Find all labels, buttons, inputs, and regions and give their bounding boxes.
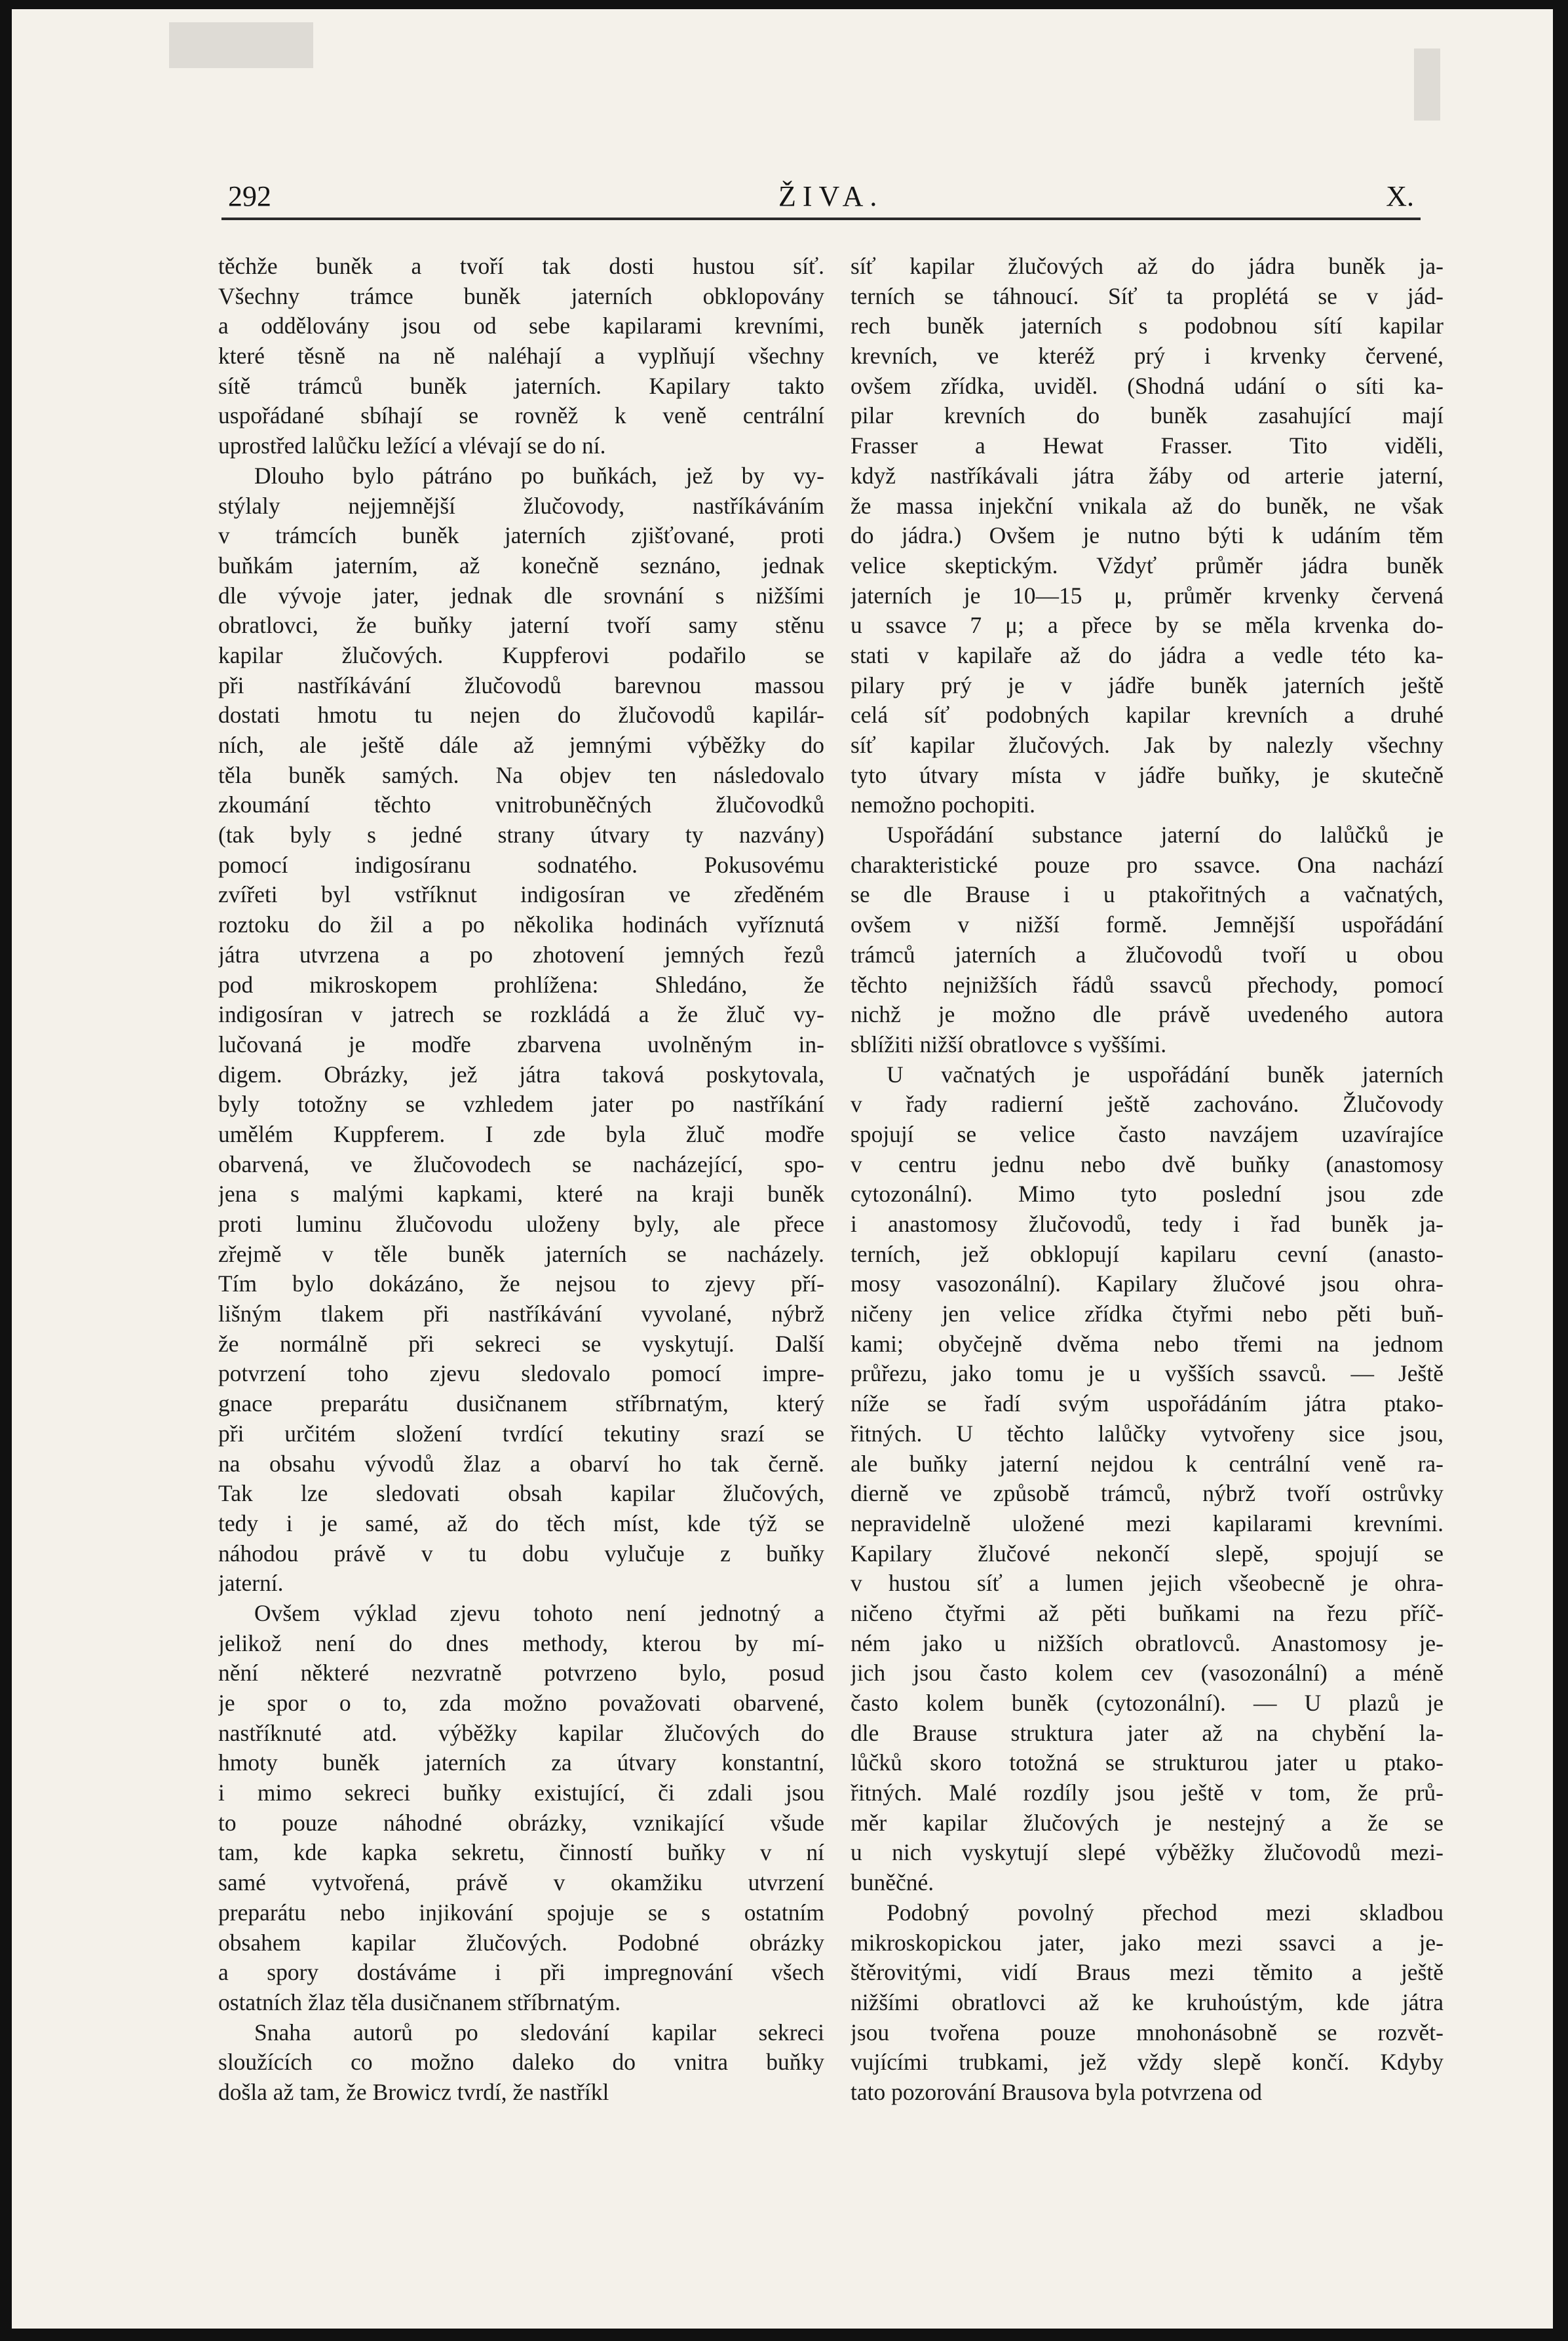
text-line: sítě trámců buněk jaterních. Kapilary takto <box>218 372 824 399</box>
text-line: řitných. U těchto lalůčky vytvořeny sice jsou, <box>851 1420 1444 1447</box>
text-line: zřejmě v těle buněk jaterních se nacházely. <box>218 1240 824 1267</box>
text-line: lučovaná je modře zbarvena uvolněným in- <box>218 1031 824 1057</box>
text-line: při nastříkávání žlučovodů barevnou massou <box>218 672 824 698</box>
text-line: v trámcích buněk jaterních zjišťované, proti <box>218 522 824 549</box>
text-line: dle vývoje jater, jednak dle srovnání s nižšími <box>218 582 824 609</box>
text-line: pomocí indigosíranu sodnatého. Pokusovému <box>218 851 824 878</box>
text-line: Snaha autorů po sledování kapilar sekreci <box>254 2019 824 2046</box>
text-line: mikroskopickou jater, jako mezi ssavci a je- <box>851 1929 1444 1956</box>
text-line: těchto nejnižších řádů ssavců přechody, pomocí <box>851 971 1444 998</box>
text-line: Kapilary žlučové nekončí slepě, spojují se <box>851 1540 1444 1567</box>
text-line: buněčné. <box>851 1869 934 1896</box>
text-line: spojují se velice často navzájem uzavírajíce <box>851 1120 1444 1147</box>
text-line: celá síť podobných kapilar krevních a druhé <box>851 702 1444 729</box>
text-line: Frasser a Hewat Frasser. Tito viděli, <box>851 432 1444 459</box>
text-line: Podobný povolný přechod mezi skladbou <box>887 1899 1444 1926</box>
text-line: digem. Obrázky, jež játra taková poskytovala, <box>218 1061 824 1088</box>
text-line: i anastomosy žlučovodů, tedy i řad buněk ja- <box>851 1211 1444 1237</box>
text-line: nichž je možno dle právě uvedeného autora <box>851 1001 1444 1028</box>
text-line: v hustou síť a lumen jejich všeobecně je ohra- <box>851 1570 1444 1597</box>
text-line: charakteristické pouze pro ssavce. Ona nachází <box>851 851 1444 878</box>
text-line: velice skeptickým. Vždyť průměr jádra buněk <box>851 552 1444 579</box>
text-line: a oddělovány jsou od sebe kapilarami krevními, <box>218 313 824 339</box>
text-line: obratlovci, že buňky jaterní tvoří samy stěnu <box>218 612 824 639</box>
text-line: (tak byly s jedné strany útvary ty nazvány) <box>218 822 824 848</box>
text-line: nemožno pochopiti. <box>851 791 1035 818</box>
text-line: jich jsou často kolem cev (vasozonální) a méně <box>851 1660 1444 1686</box>
right-column <box>851 252 1444 2108</box>
text-line: ostatních žlaz těla dusičnanem stříbrnatým. <box>218 1989 621 2015</box>
text-line: tato pozorování Brausova byla potvrzena od <box>851 2078 1262 2105</box>
text-line: že normálně při sekreci se vyskytují. Další <box>218 1330 824 1357</box>
text-line: pilary prý je v jádře buněk jaterních ještě <box>851 672 1444 698</box>
text-line: ném jako u nižších obratlovců. Anastomosy je- <box>851 1629 1444 1656</box>
text-line: níže se řadí svým uspořádáním játra ptako- <box>851 1390 1444 1417</box>
text-line: lůčků skoro totožná se strukturou jater u ptako- <box>851 1749 1444 1776</box>
text-line: dierně ve způsobě trámců, nýbrž tvoří ostrůvky <box>851 1480 1444 1507</box>
text-line: pilar krevních do buněk zasahující mají <box>851 402 1444 429</box>
text-line: ničeno čtyřmi až pěti buňkami na řezu příč- <box>851 1599 1444 1626</box>
text-line: se dle Brause i u ptakořitných a vačnatých, <box>851 881 1444 908</box>
text-line: játra utvrzena a po zhotovení jemných řezů <box>218 941 824 968</box>
scan-smudge-top-right <box>1414 48 1440 121</box>
text-line: síť kapilar žlučových. Jak by nalezly všechny <box>851 732 1444 758</box>
page-header <box>208 173 1427 219</box>
text-line: nepravidelně uložené mezi kapilarami krevními. <box>851 1510 1444 1536</box>
text-line: měr kapilar žlučových je nestejný a že se <box>851 1809 1444 1836</box>
text-line: ničeny jen velice zřídka čtyřmi nebo pěti buň- <box>851 1301 1444 1327</box>
text-line: Dlouho bylo pátráno po buňkách, jež by vy- <box>254 462 824 489</box>
text-line: umělém Kuppferem. I zde byla žluč modře <box>218 1120 824 1147</box>
text-line: štěrovitými, vidí Braus mezi těmito a ještě <box>851 1959 1444 1986</box>
text-line: když nastříkávali játra žáby od arterie jaterní, <box>851 462 1444 489</box>
text-line: uprostřed lalůčku ležící a vlévají se do ní. <box>218 432 606 459</box>
text-line: na obsahu vývodů žlaz a obarví ho tak černě. <box>218 1450 824 1477</box>
text-line: buňkám jaterním, až konečně seznáno, jednak <box>218 552 824 579</box>
text-line: ovšem zřídka, uviděl. (Shodná udání o síti ka- <box>851 372 1444 399</box>
text-line: hmoty buněk jaterních za útvary konstantní, <box>218 1749 824 1776</box>
text-line: ale buňky jaterní nejdou k centrální veně ra- <box>851 1450 1444 1477</box>
text-line: i mimo sekreci buňky existující, či zdali jsou <box>218 1780 824 1806</box>
text-line: uspořádané sbíhají se rovněž k veně centrální <box>218 402 824 429</box>
text-line: mosy vasozonální). Kapilary žlučové jsou ohra- <box>851 1270 1444 1297</box>
scanned-page <box>12 9 1553 2329</box>
text-line: rech buněk jaterních s podobnou sítí kapilar <box>851 313 1444 339</box>
text-line: tyto útvary místa v jádře buňky, je skutečně <box>851 761 1444 788</box>
text-line: proti luminu žlučovodu uloženy byly, ale přece <box>218 1211 824 1237</box>
text-line: dostati hmotu tu nejen do žlučovodů kapilár- <box>218 702 824 729</box>
text-line: to pouze náhodné obrázky, vznikající všude <box>218 1809 824 1836</box>
text-line: které těsně na ně naléhají a vyplňují všechny <box>218 343 824 370</box>
text-line: kapilar žlučových. Kuppferovi podařilo se <box>218 641 824 668</box>
text-line: ních, ale ještě dále až jemnými výběžky do <box>218 732 824 758</box>
journal-title: ŽIVA. <box>778 180 884 212</box>
text-line: stati v kapilaře až do jádra a vedle této ka- <box>851 641 1444 668</box>
text-line: cytozonální). Mimo tyto poslední jsou zde <box>851 1181 1444 1208</box>
text-line: roztoku do žil a po několika hodinách vyříznutá <box>218 911 824 938</box>
text-line: jena s malými kapkami, které na kraji buněk <box>218 1181 824 1208</box>
text-line: vujícími trubkami, jež vždy slepě končí. Kdyby <box>851 2049 1444 2076</box>
text-line: lišným tlakem při nastříkávání vyvolané, nýbrž <box>218 1301 824 1327</box>
text-line: sloužících co možno daleko do vnitra buňky <box>218 2049 824 2076</box>
text-line: tam, kde kapka sekretu, činností buňky v ní <box>218 1839 824 1866</box>
text-line: síť kapilar žlučových až do jádra buněk ja- <box>851 253 1444 279</box>
text-line: Všechny trámce buněk jaterních obklopovány <box>218 282 824 309</box>
text-line: pod mikroskopem prohlížena: Shledáno, že <box>218 971 824 998</box>
text-line: U vačnatých je uspořádání buněk jaterních <box>887 1061 1444 1088</box>
text-line: tedy i je samé, až do těch míst, kde týž se <box>218 1510 824 1536</box>
header-rule <box>221 218 1421 220</box>
text-line: krevních, ve kteréž prý i krvenky červené, <box>851 343 1444 370</box>
text-line: stýlaly nejjemnější žlučovody, nastříkáváním <box>218 492 824 519</box>
text-line: ovšem v nižší formě. Jemnější uspořádání <box>851 911 1444 938</box>
text-line: při určitém složení tvrdící tekutiny srazí se <box>218 1420 824 1447</box>
text-line: často kolem buněk (cytozonální). — U plazů je <box>851 1690 1444 1716</box>
text-line: a spory dostáváme i při impregnování všech <box>218 1959 824 1986</box>
scan-smudge-top-left <box>169 22 313 68</box>
text-line: řitných. Malé rozdíly jsou ještě v tom, že prů- <box>851 1780 1444 1806</box>
text-line: v centru jednu nebo dvě buňky (anastomosy <box>851 1151 1444 1177</box>
text-line: kami; obyčejně dvěma nebo třemi na jednom <box>851 1330 1444 1357</box>
text-line: sblížiti nižší obratlovce s vyššími. <box>851 1031 1167 1057</box>
text-line: jelikož není do dnes methody, kterou by mí- <box>218 1629 824 1656</box>
text-line: terních se táhnoucí. Síť ta proplétá se v jád- <box>851 282 1444 309</box>
text-line: u ssavce 7 μ; a přece by se měla krvenka do- <box>851 612 1444 639</box>
text-line: gnace preparátu dusičnanem stříbrnatým, který <box>218 1390 824 1417</box>
text-line: jaterních je 10—15 μ, průměr krvenky červená <box>851 582 1444 609</box>
text-line: trámců jaterních a žlučovodů tvoří u obou <box>851 941 1444 968</box>
text-line: zvířeti byl vstříknut indigosíran ve zředěném <box>218 881 824 908</box>
text-line: dle Brause struktura jater až na chybění la- <box>851 1719 1444 1746</box>
text-line: Ovšem výklad zjevu tohoto není jednotný a <box>254 1599 824 1626</box>
text-line: zkoumání těchto vnitrobuněčných žlučovodků <box>218 791 824 818</box>
text-line: nastříknuté atd. výběžky kapilar žlučových do <box>218 1719 824 1746</box>
text-line: indigosíran v jatrech se rozkládá a že žluč vy- <box>218 1001 824 1028</box>
text-line: obarvená, ve žlučovodech se nacházející, spo- <box>218 1151 824 1177</box>
text-line: u nich vyskytují slepé výběžky žlučovodů mezi- <box>851 1839 1444 1866</box>
text-line: těla buněk samých. Na objev ten následovalo <box>218 761 824 788</box>
text-line: terních, jež obklopují kapilaru cevní (anasto- <box>851 1240 1444 1267</box>
text-line: Uspořádání substance jaterní do lalůčků je <box>887 822 1444 848</box>
text-line: Tak lze sledovati obsah kapilar žlučových, <box>218 1480 824 1507</box>
text-line: je spor o to, zda možno považovati obarvené, <box>218 1690 824 1716</box>
text-line: preparátu nebo injikování spojuje se s ostatním <box>218 1899 824 1926</box>
page-number: 292 <box>228 180 271 212</box>
text-line: v řady radierní ještě zachováno. Žlučovody <box>851 1091 1444 1118</box>
text-line: obsahem kapilar žlučových. Podobné obrázky <box>218 1929 824 1956</box>
text-line: těchže buněk a tvoří tak dosti hustou síť. <box>218 253 824 279</box>
text-line: potvrzení toho zjevu sledovalo pomocí impre- <box>218 1360 824 1387</box>
text-line: byly totožny se vzhledem jater po nastříkání <box>218 1091 824 1118</box>
text-line: samé vytvořená, právě v okamžiku utvrzení <box>218 1869 824 1896</box>
text-line: že massa injekční vnikala až do buněk, ne však <box>851 492 1444 519</box>
text-line: průřezu, jako tomu je u vyšších ssavců. — Ještě <box>851 1360 1444 1387</box>
text-line: do jádra.) Ovšem je nutno býti k udáním těm <box>851 522 1444 549</box>
volume-number: X. <box>1386 180 1414 212</box>
text-line: jsou tvořena pouze mnohonásobně se rozvět- <box>851 2019 1444 2046</box>
left-column <box>218 252 824 2108</box>
text-line: nění některé nezvratně potvrzeno bylo, posud <box>218 1660 824 1686</box>
text-line: jaterní. <box>218 1570 284 1597</box>
text-line: nižšími obratlovci až ke kruhoústým, kde játra <box>851 1989 1444 2015</box>
text-line: Tím bylo dokázáno, že nejsou to zjevy pří- <box>218 1270 824 1297</box>
text-line: náhodou právě v tu dobu vylučuje z buňky <box>218 1540 824 1567</box>
text-line: došla až tam, že Browicz tvrdí, že nastříkl <box>218 2078 609 2105</box>
